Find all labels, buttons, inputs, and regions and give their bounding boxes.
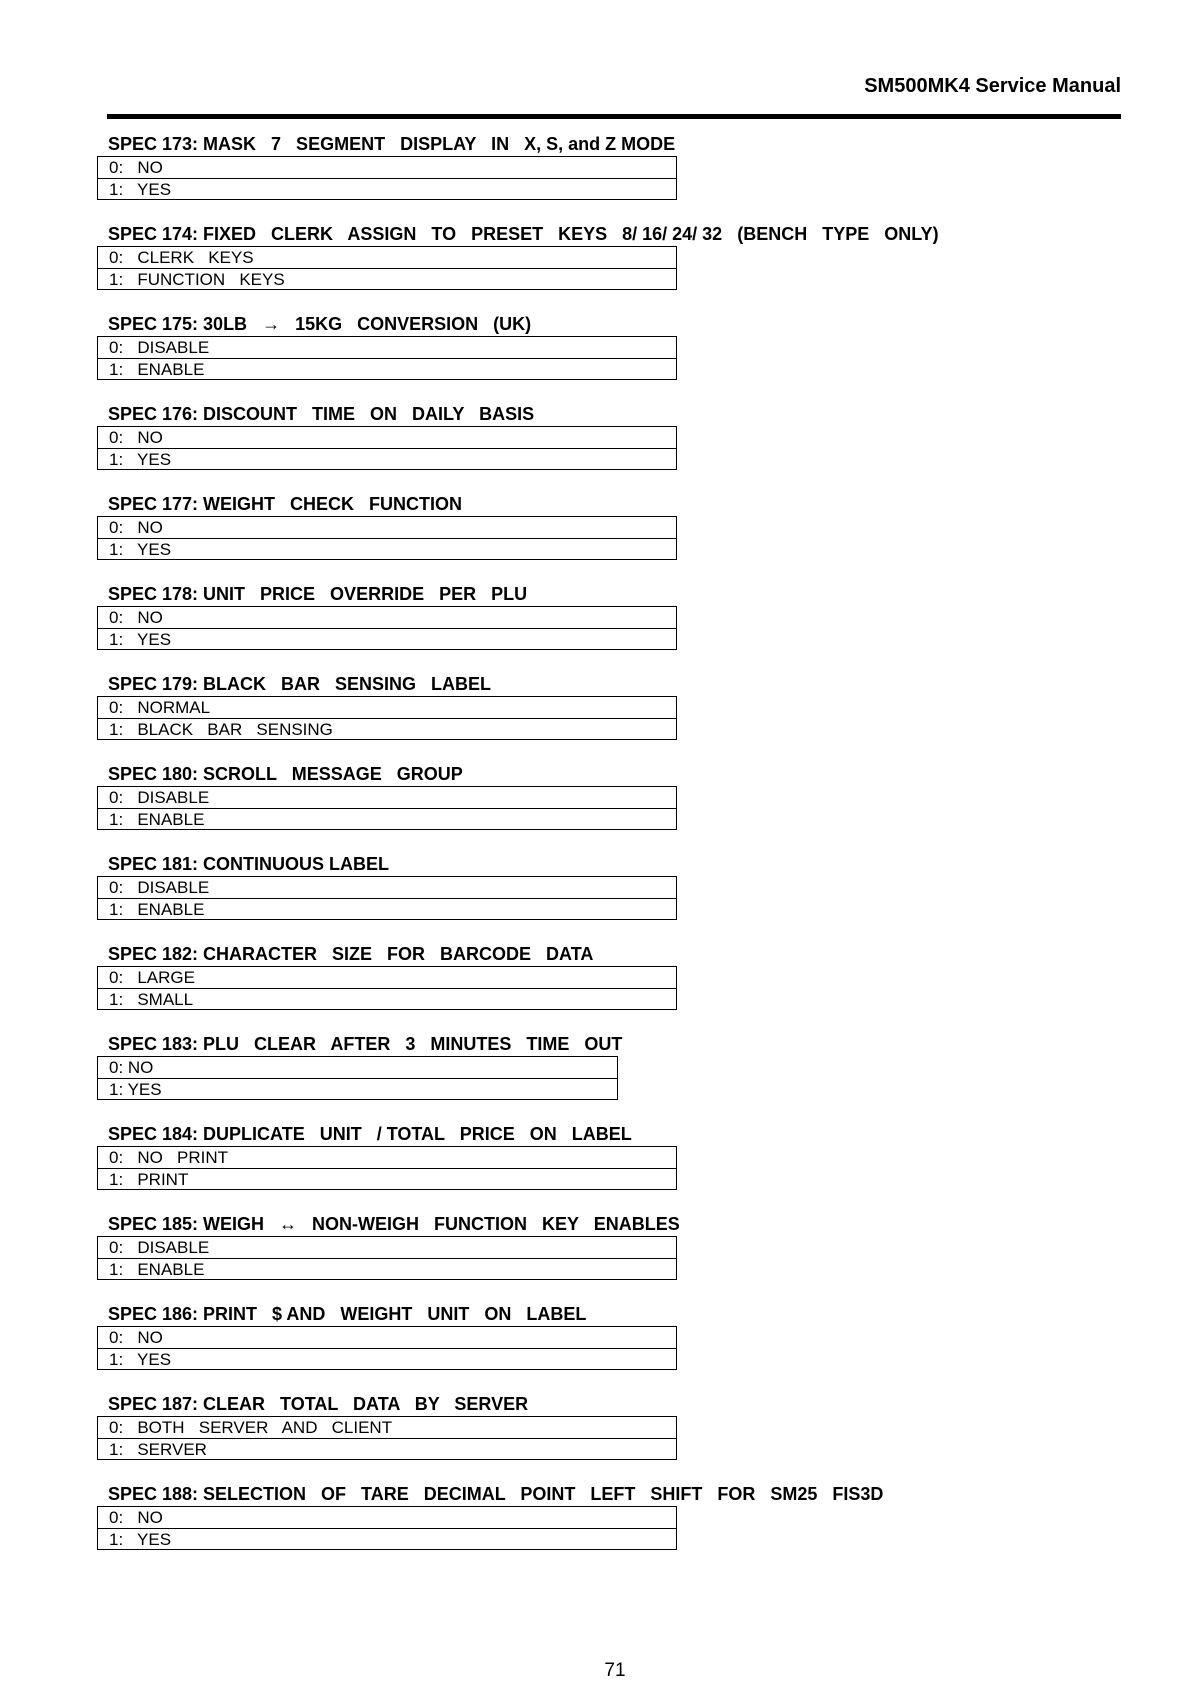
option-row: 1: FUNCTION KEYS <box>98 268 676 289</box>
option-table <box>97 606 677 650</box>
spec-187 <box>97 1393 1097 1483</box>
option-table <box>97 1506 677 1550</box>
header-rule <box>107 114 1121 119</box>
spec-title: SPEC 175: 30LB → 15KG CONVERSION (UK) <box>108 314 532 334</box>
option-row: 1: YES <box>98 1528 676 1549</box>
spec-title: SPEC 180: SCROLL MESSAGE GROUP <box>108 764 463 784</box>
spec-title: SPEC 185: WEIGH ↔ NON-WEIGH FUNCTION KEY ENABLES <box>108 1214 680 1234</box>
spec-title: SPEC 183: PLU CLEAR AFTER 3 MINUTES TIME OUT <box>108 1034 623 1054</box>
option-table <box>97 246 677 290</box>
spec-title: SPEC 176: DISCOUNT TIME ON DAILY BASIS <box>108 404 535 424</box>
option-table <box>97 696 677 740</box>
option-table <box>97 426 677 470</box>
option-row: 0: CLERK KEYS <box>109 248 254 267</box>
option-row: 1: ENABLE <box>98 1258 676 1279</box>
spec-title: SPEC 187: CLEAR TOTAL DATA BY SERVER <box>108 1394 529 1414</box>
option-row: 0: DISABLE <box>109 338 210 357</box>
option-row: 0: BOTH SERVER AND CLIENT <box>109 1418 393 1437</box>
option-row: 1: ENABLE <box>98 898 676 919</box>
spec-183 <box>97 1033 1097 1123</box>
option-row: 0: NO <box>109 1328 163 1347</box>
spec-188 <box>97 1483 1097 1573</box>
option-row: 1: ENABLE <box>98 358 676 379</box>
option-row: 1: ENABLE <box>98 808 676 829</box>
option-row: 0: DISABLE <box>109 1238 210 1257</box>
option-row: 0: NO <box>109 518 163 537</box>
option-row: 1: SMALL <box>98 988 676 1009</box>
option-row: 0: DISABLE <box>109 878 210 897</box>
spec-174 <box>97 223 1097 313</box>
manual-title: SM500MK4 Service Manual <box>864 75 1121 97</box>
option-row: 0: DISABLE <box>109 788 210 807</box>
option-table <box>97 1326 677 1370</box>
option-table <box>97 1416 677 1460</box>
spec-title: SPEC 181: CONTINUOUS LABEL <box>108 854 390 874</box>
spec-title: SPEC 173: MASK 7 SEGMENT DISPLAY IN X, S, and Z MODE <box>108 134 676 154</box>
spec-179 <box>97 673 1097 763</box>
spec-185 <box>97 1213 1097 1303</box>
spec-title: SPEC 174: FIXED CLERK ASSIGN TO PRESET KEYS 8/ 16/ 24/ 32 (BENCH TYPE ONLY) <box>108 224 939 244</box>
spec-title: SPEC 178: UNIT PRICE OVERRIDE PER PLU <box>108 584 528 604</box>
spec-title: SPEC 188: SELECTION OF TARE DECIMAL POINT LEFT SHIFT FOR SM25 FIS3D <box>108 1484 884 1504</box>
spec-title: SPEC 182: CHARACTER SIZE FOR BARCODE DATA <box>108 944 594 964</box>
option-row: 0: NO <box>109 1058 154 1077</box>
option-table <box>97 966 677 1010</box>
option-row: 0: NORMAL <box>109 698 211 717</box>
option-row: 0: LARGE <box>109 968 195 987</box>
spec-177 <box>97 493 1097 583</box>
spec-182 <box>97 943 1097 1033</box>
spec-184 <box>97 1123 1097 1213</box>
spec-list <box>97 133 1097 1573</box>
spec-178 <box>97 583 1097 673</box>
option-row: 1: YES <box>98 1078 617 1099</box>
spec-title: SPEC 184: DUPLICATE UNIT / TOTAL PRICE ON LABEL <box>108 1124 632 1144</box>
option-row: 1: YES <box>98 538 676 559</box>
spec-181 <box>97 853 1097 943</box>
option-table <box>97 786 677 830</box>
option-row: 0: NO PRINT <box>109 1148 229 1167</box>
option-row: 1: YES <box>98 1348 676 1369</box>
option-table <box>97 1236 677 1280</box>
page-number: 71 <box>604 1660 626 1681</box>
spec-180 <box>97 763 1097 853</box>
option-row: 1: SERVER <box>98 1438 676 1459</box>
option-row: 0: NO <box>109 608 163 627</box>
spec-title: SPEC 177: WEIGHT CHECK FUNCTION <box>108 494 463 514</box>
option-table <box>97 336 677 380</box>
spec-title: SPEC 179: BLACK BAR SENSING LABEL <box>108 674 492 694</box>
spec-175 <box>97 313 1097 403</box>
option-table <box>97 516 677 560</box>
option-row: 1: YES <box>98 628 676 649</box>
option-row: 0: NO <box>109 428 163 447</box>
option-row: 1: YES <box>98 178 676 199</box>
spec-186 <box>97 1303 1097 1393</box>
spec-176 <box>97 403 1097 493</box>
spec-title: SPEC 186: PRINT $ AND WEIGHT UNIT ON LABEL <box>108 1304 587 1324</box>
option-table <box>97 876 677 920</box>
option-row: 1: BLACK BAR SENSING <box>98 718 676 739</box>
option-table <box>97 1056 618 1100</box>
option-row: 0: NO <box>109 158 163 177</box>
option-row: 1: YES <box>98 448 676 469</box>
spec-173 <box>97 133 1097 223</box>
option-table <box>97 1146 677 1190</box>
option-table <box>97 156 677 200</box>
option-row: 0: NO <box>109 1508 163 1527</box>
option-row: 1: PRINT <box>98 1168 676 1189</box>
